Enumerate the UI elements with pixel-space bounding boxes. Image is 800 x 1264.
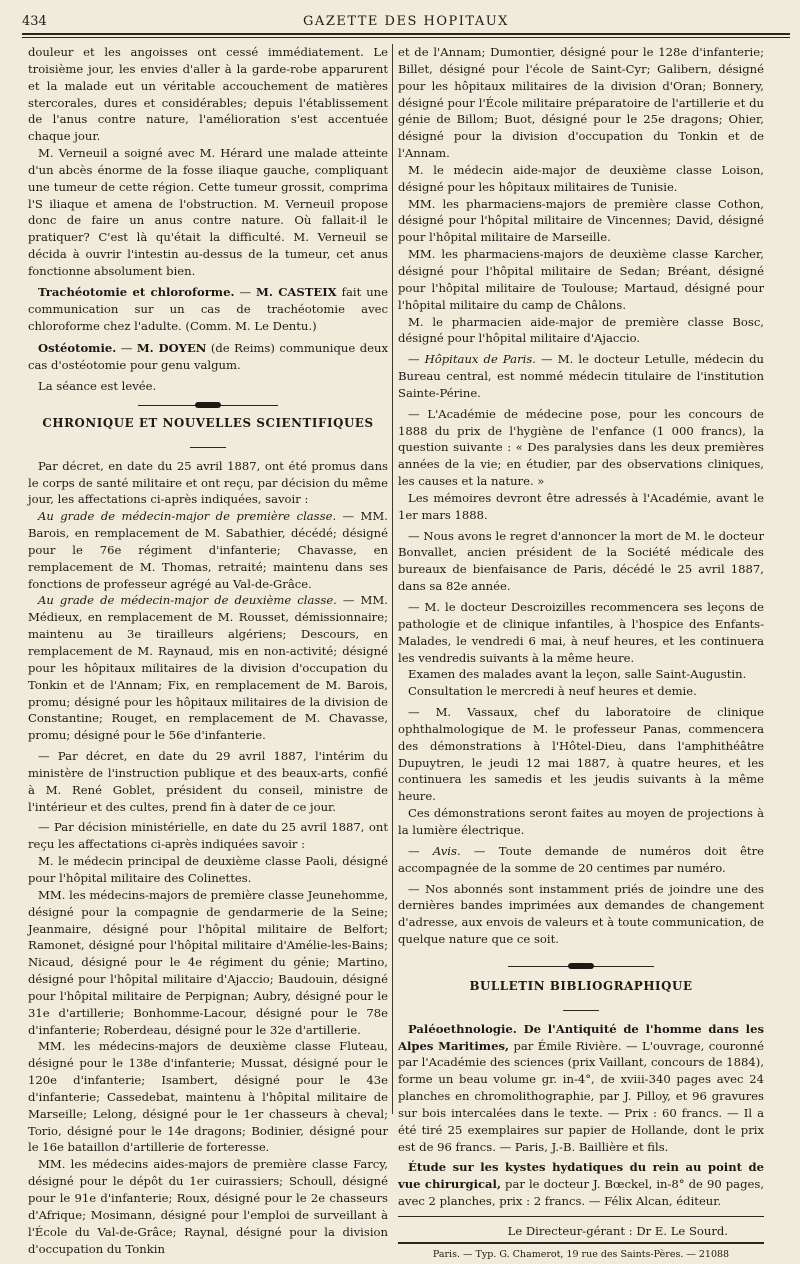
rank-heading: Au grade de médecin-major de deuxième classe. bbox=[38, 593, 337, 608]
rank-heading: Au grade de médecin-major de première classe. bbox=[38, 509, 337, 524]
paragraph: — M. Vassaux, chef du laboratoire de clinique ophthalmologique de M. le professeur Panas, commencera des démonstrations à l'Hôtel-Dieu, dans l'amphithéâtre Dupuytren, le jeudi 12 mai 1887, à quatre heures, et les continuera les samedis et les jeudis suivants à la même heure. bbox=[398, 705, 764, 804]
paragraph-text: — MM. Médieux, en remplacement de M. Rousset, démissionnaire; maintenu au 3e tirailleurs algériens; Descours, en remplacement de M. Raynaud, mis en non-activité; désigné pour les hôpitaux militaires de la division d'occupation du Tonkin et de l'Annam; Fix, en remplacement de M. Barois, promu; désigné pour les hôpitaux militaires de la division de Constantine; Rouget, en remplacement de M. Chavasse, promu; désigné pour le 56e d'infanterie. bbox=[28, 593, 388, 743]
right-column bbox=[398, 44, 764, 1264]
article-text: (de Reims) communique deux cas d'ostéotomie pour genu valgum. bbox=[28, 341, 388, 373]
paragraph: Ces démonstrations seront faites au moyen de projections à la lumière électrique. bbox=[398, 806, 764, 837]
paragraph bbox=[398, 843, 764, 877]
author-name: M. CASTEIX bbox=[256, 284, 337, 299]
short-rule bbox=[398, 1005, 764, 1015]
section-heading: CHRONIQUE ET NOUVELLES SCIENTIFIQUES bbox=[42, 415, 374, 430]
rubric: Avis. bbox=[432, 843, 461, 858]
paragraph: — Nous avons le regret d'annoncer la mort de M. le docteur Bonvallet, ancien président de la Société médicale des bureaux de bienfaisance de Paris, décédé le 25 avril 1887, dans sa 82e année. bbox=[398, 528, 764, 594]
paragraph bbox=[28, 592, 388, 744]
signature: Le Directeur-gérant : Dr E. Le Sourd. bbox=[507, 1224, 728, 1238]
article-text: fait une communication sur un cas de trachéotomie avec chloroforme chez l'adulte. (Comm. M. Le Dentu.) bbox=[28, 284, 388, 333]
dash: — bbox=[408, 843, 433, 858]
book-details: par Émile Rivière. — L'ouvrage, couronné par l'Académie des sciences (prix Vaillant, concours de 1884), forme un beau volume gr. in-4°, de xviii-340 pages avec 24 planches en chromolithographie, par J. Pilloy, et 96 gravures sur bois intercalées dans le texte. — Prix : 60 francs. — Il a été tiré 25 exemplaires sur papier de Hollande, dont le prix est de 96 francs. — Paris, J.-B. Baillière et fils. bbox=[398, 1038, 764, 1154]
paragraph: Par décret, en date du 25 avril 1887, ont été promus dans le corps de santé militaire et ont reçu, par décision du même jour, les affectations ci-après indiquées, savoir : bbox=[28, 458, 388, 507]
left-column bbox=[28, 44, 388, 1257]
paragraph-text: — MM. Barois, en remplacement de M. Sabathier, décédé; désigné pour le 76e régiment d'infanterie; Chavasse, en remplacement de M. Thomas, retraité; maintenu dans ses fonctions de professeur agrégé au Val-de-Grâce. bbox=[28, 509, 388, 591]
paragraph: Examen des malades avant la leçon, salle Saint-Augustin. bbox=[408, 667, 747, 682]
bibliography-entry bbox=[398, 1159, 764, 1210]
dash: — bbox=[116, 341, 137, 356]
paragraph: La séance est levée. bbox=[38, 379, 157, 394]
paragraph: — Par décret, en date du 29 avril 1887, l'intérim du ministère de l'instruction publique et des beaux-arts, confié à M. René Goblet, président du conseil, ministre de l'intérieur et des cultes, prend fin à dater de ce jour. bbox=[28, 749, 388, 814]
paragraph: Consultation le mercredi à neuf heures et demie. bbox=[408, 684, 697, 699]
paragraph: M. le médecin principal de deuxième classe Paoli, désigné pour l'hôpital militaire des Colinettes. bbox=[28, 854, 388, 885]
paragraph: MM. les pharmaciens-majors de deuxième classe Karcher, désigné pour l'hôpital militaire de Sedan; Bréant, désigné pour l'hôpital militaire de Toulouse; Martaud, désigné pour l'hôpital militaire du camp de Châlons. bbox=[398, 247, 764, 312]
paragraph-osteotomie bbox=[28, 340, 388, 374]
ornament-rule bbox=[398, 960, 764, 972]
page-header bbox=[22, 10, 790, 32]
paragraph: — Nos abonnés sont instamment priés de joindre une des dernières bandes imprimées aux demandes de changement d'adresse, aux envois de valeurs et à toute communication, de quelque nature que ce soit. bbox=[398, 881, 765, 947]
paragraph bbox=[28, 508, 388, 592]
paragraph: MM. les médecins aides-majors de première classe Farcy, désigné pour le dépôt du 1er cuirassiers; Schoull, désigné pour le 91e d'infanterie; Roux, désigné pour le 2e chasseurs d'Afrique; Mosimann, désigné pour l'emploi de surveillant à l'École du Val-de-Grâce; Raynal, désigné pour la division d'occupation du Tonkin bbox=[28, 1157, 388, 1256]
header-rule-thin bbox=[22, 37, 790, 38]
article-title: Trachéotomie et chloroforme. bbox=[38, 284, 235, 299]
author-name: M. DOYEN bbox=[136, 341, 207, 356]
paragraph-tracheotomie bbox=[28, 284, 388, 335]
paragraph: — Par décision ministérielle, en date du 25 avril 1887, ont reçu les affectations ci-après indiquées savoir : bbox=[28, 820, 388, 852]
imprint: Paris. — Typ. G. Chamerot, 19 rue des Saints-Pères. — 21088 bbox=[432, 1248, 730, 1260]
section-heading: BULLETIN BIBLIOGRAPHIQUE bbox=[469, 978, 693, 993]
paragraph: MM. les pharmaciens-majors de première classe Cothon, désigné pour l'hôpital militaire de Vincennes; David, désigné pour l'hôpital militaire de Marseille. bbox=[398, 196, 764, 245]
paragraph: — M. le docteur Descroizilles recommencera ses leçons de pathologie et de clinique infantiles, à l'hospice des Enfants-Malades, le vendredi 6 mai, à neuf heures, et les continuera les vendredis suivants à la même heure. bbox=[398, 600, 764, 665]
book-details: par le docteur J. Bœckel, in-8° de 90 pages, avec 2 planches, prix : 2 francs. — Félix Alcan, éditeur. bbox=[398, 1177, 764, 1209]
paragraph: douleur et les angoisses ont cessé immédiatement. Le troisième jour, les envies d'aller à la garde-robe apparurent et la malade eut un véritable accouchement de matières stercorales, dures et considérables; depuis l'établissement de l'anus contre nature, l'amélioration s'est accentuée chaque jour. bbox=[28, 45, 388, 144]
page-number: 434 bbox=[22, 14, 47, 29]
paragraph: M. le médecin aide-major de deuxième classe Loison, désigné pour les hôpitaux militaires de Tunisie. bbox=[398, 162, 764, 194]
paragraph: MM. les médecins-majors de première classe Jeunehomme, désigné pour la compagnie de gendarmerie de la Seine; Jeanmaire, désigné pour l'hôpital militaire de Belfort; Ramonet, désigné pour l'hôpital militaire d'Amélie-les-Bains; Nicaud, désigné pour le 4e régiment du génie; Martino, désigné pour l'hôpital militaire d'Ajaccio; Baudouin, désigné pour l'hôpital militaire de Perpignan; Aubry, désigné pour le 31e d'artillerie; Bonhomme-Lacour, désigné pour le 78e d'infanterie; Roberdeau, désigné pour le 32e d'artillerie. bbox=[28, 887, 388, 1037]
paragraph-text: — Toute demande de numéros doit être accompagnée de la somme de 20 centimes par numéro. bbox=[398, 843, 764, 875]
imprint-rule bbox=[398, 1242, 764, 1244]
paragraph: — L'Académie de médecine pose, pour les concours de 1888 du prix de l'hygiène de l'enfance (1 000 francs), la question suivante : « Des paralysies dans les deux premières années de la vie; en étudier, par des observations cliniques, les causes et la nature. » bbox=[398, 406, 764, 489]
paragraph: M. Verneuil a soigné avec M. Hérard une malade atteinte d'un abcès énorme de la fosse iliaque gauche, compliquant une tumeur de cette région. Cette tumeur grossit, comprima l'S iliaque et amena de l'obstruction. M. Verneuil propose donc de faire un anus contre nature. Où fallait-il le pratiquer? C'est là qu'était la difficulté. M. Verneuil se décida à ouvrir l'intestin au-dessus de la tumeur, cet anus fonctionne absolument bien. bbox=[28, 146, 388, 278]
book-title: Paléoethnologie. De l'Antiquité de l'homme dans les Alpes Maritimes, bbox=[398, 1021, 764, 1053]
journal-title: GAZETTE DES HOPITAUX bbox=[303, 14, 509, 29]
ornament-rule bbox=[28, 399, 388, 411]
bibliography-entry bbox=[398, 1021, 764, 1156]
paragraph: M. le pharmacien aide-major de première classe Bosc, désigné pour l'hôpital militaire d'Ajaccio. bbox=[398, 314, 764, 346]
article-title: Ostéotomie. bbox=[38, 341, 117, 356]
paragraph-text: — M. le docteur Letulle, médecin du Bureau central, est nommé médecin titulaire de l'institution Sainte-Périne. bbox=[398, 352, 764, 400]
column-divider bbox=[392, 44, 393, 1114]
signature-rule bbox=[398, 1216, 764, 1217]
short-rule bbox=[28, 442, 388, 452]
paragraph: Les mémoires devront être adressés à l'Académie, avant le 1er mars 1888. bbox=[398, 490, 764, 522]
paragraph bbox=[398, 351, 764, 402]
header-rule bbox=[22, 33, 790, 35]
dash: — bbox=[234, 284, 257, 299]
paragraph: et de l'Annam; Dumontier, désigné pour le 128e d'infanterie; Billet, désigné pour l'école de Saint-Cyr; Galibern, désigné pour les hôpitaux militaires de la division d'Oran; Bonnery, désigné pour l'École militaire préparatoire de l'artillerie et du génie de Billom; Buot, désigné pour le 25e dragons; Ohier, désigné pour la division d'occupation du Tonkin et de l'Annam. bbox=[398, 45, 764, 161]
rubric: Hôpitaux de Paris. bbox=[424, 352, 536, 367]
book-title: Étude sur les kystes hydatiques du rein au point de vue chirurgical, bbox=[398, 1160, 764, 1192]
dash: — bbox=[408, 352, 425, 367]
paragraph: MM. les médecins-majors de deuxième classe Fluteau, désigné pour le 138e d'infanterie; Mussat, désigné pour le 120e d'infanterie; Isambert, désigné pour le 43e d'infanterie; Cassedebat, maintenu à l'hôpital militaire de Marseille; Lelong, désigné pour le 1er chasseurs à cheval; Torio, désigné pour le 14e dragons; Bodinier, désigné pour le 16e bataillon d'artillerie de forteresse. bbox=[28, 1039, 388, 1155]
